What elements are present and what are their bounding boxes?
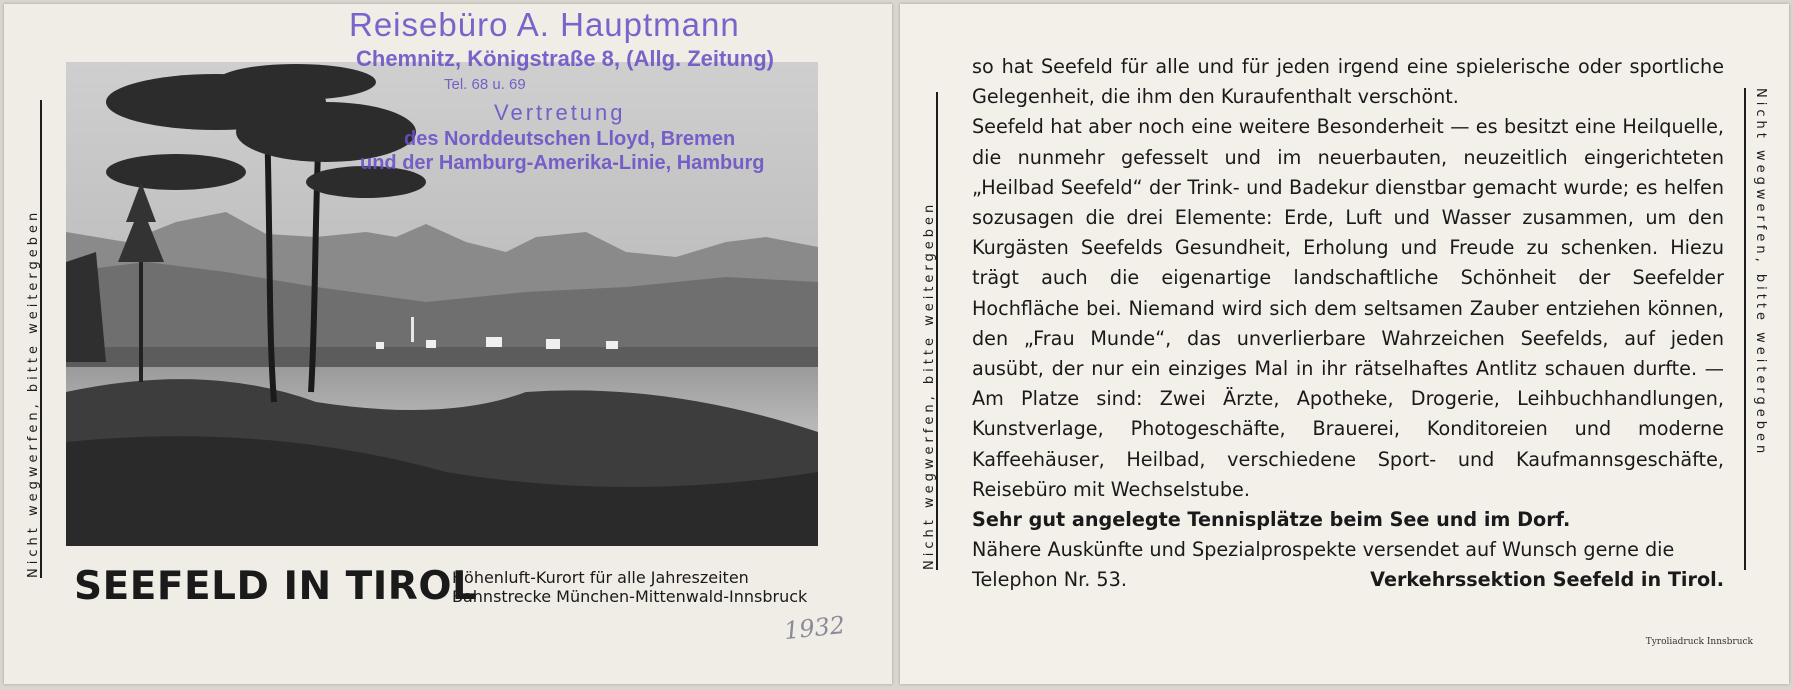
paragraph: so hat Seefeld für alle und für jeden irgend eine spielerische oder sportliche Gelegenheit, die ihm den Kuraufenthalt verschönt. xyxy=(972,55,1724,109)
printer-imprint: Tyroliadruck Innsbruck xyxy=(1645,637,1753,647)
brochure-subtitle xyxy=(452,568,807,606)
brochure-front-page xyxy=(4,4,892,684)
closing-line xyxy=(972,565,1724,595)
stamp-line: des Norddeutschen Lloyd, Bremen xyxy=(404,128,736,150)
stamp-line: und der Hamburg-Amerika-Linie, Hamburg xyxy=(360,152,765,174)
side-note: Nicht wegwerfen, bitte weitergeben xyxy=(26,208,41,578)
brochure-title: SEEFELD IN TIROL xyxy=(74,564,478,609)
stamp-line: Tel. 68 u. 69 xyxy=(444,76,526,93)
brochure-back-page xyxy=(900,4,1789,684)
signature: Verkehrssektion Seefeld in Tirol. xyxy=(1370,568,1724,592)
handwritten-year: 1932 xyxy=(782,610,847,646)
landscape-photo xyxy=(66,62,818,546)
telephone: Telephon Nr. 53. xyxy=(972,568,1127,592)
subtitle-line: Bahnstrecke München-Mittenwald-Innsbruck xyxy=(452,587,808,606)
stamp-line: Vertretung xyxy=(494,100,626,125)
stamp-line: Chemnitz, Königstraße 8, (Allg. Zeitung) xyxy=(356,46,774,71)
stamp-line: Reisebüro A. Hauptmann xyxy=(349,6,740,43)
side-note-right: Nicht wegwerfen, bitte weitergeben xyxy=(1753,88,1768,458)
body-text xyxy=(972,52,1724,596)
subtitle-line: Höhenluft-Kurort für alle Jahreszeiten xyxy=(452,568,749,587)
info-line: Nähere Auskünfte und Spezialprospekte versendet auf Wunsch gerne die xyxy=(972,538,1675,562)
side-note-left: Nicht wegwerfen, bitte weitergeben xyxy=(922,200,937,570)
tennis-line: Sehr gut angelegte Tennisplätze beim See und im Dorf. xyxy=(972,508,1571,532)
side-note-rule xyxy=(1744,88,1746,570)
paragraph: Seefeld hat aber noch eine weitere Besonderheit — es besitzt eine Heilquelle, die nunmehr gefesselt und im neuerbauten, neuzeitlich eingerichteten „Heilbad Seefeld“ der Trink- und Badekur dienstbar gemacht wurde; es helfen sozusagen die drei Elemente: Erde, Luft und Wasser zusammen, um den Kurgästen Seefelds Gesundheit, Erholung und Freude zu schenken. Hiezu trägt auch die eigenartige landschaftliche Schönheit der Seefelder Hochfläche bei. Niemand wird sich dem seltsamen Zauber entziehen können, den „Frau Munde“, das unverlierbare Wahrzeichen Seefelds, auf jeden ausübt, der nur ein einziges Mal in ihr rätselhaftes Antlitz schauen durfte. — Am Platze sind: Zwei Ärzte, Apotheke, Drogerie, Leihbuchhandlungen, Kunstverlage, Photogeschäfte, Brauerei, Konditoreien und moderne Kaffeehäuser, Heilbad, verschiedene Sport- und Kaufmannsgeschäfte, Reisebüro mit Wechselstube. xyxy=(972,115,1724,501)
